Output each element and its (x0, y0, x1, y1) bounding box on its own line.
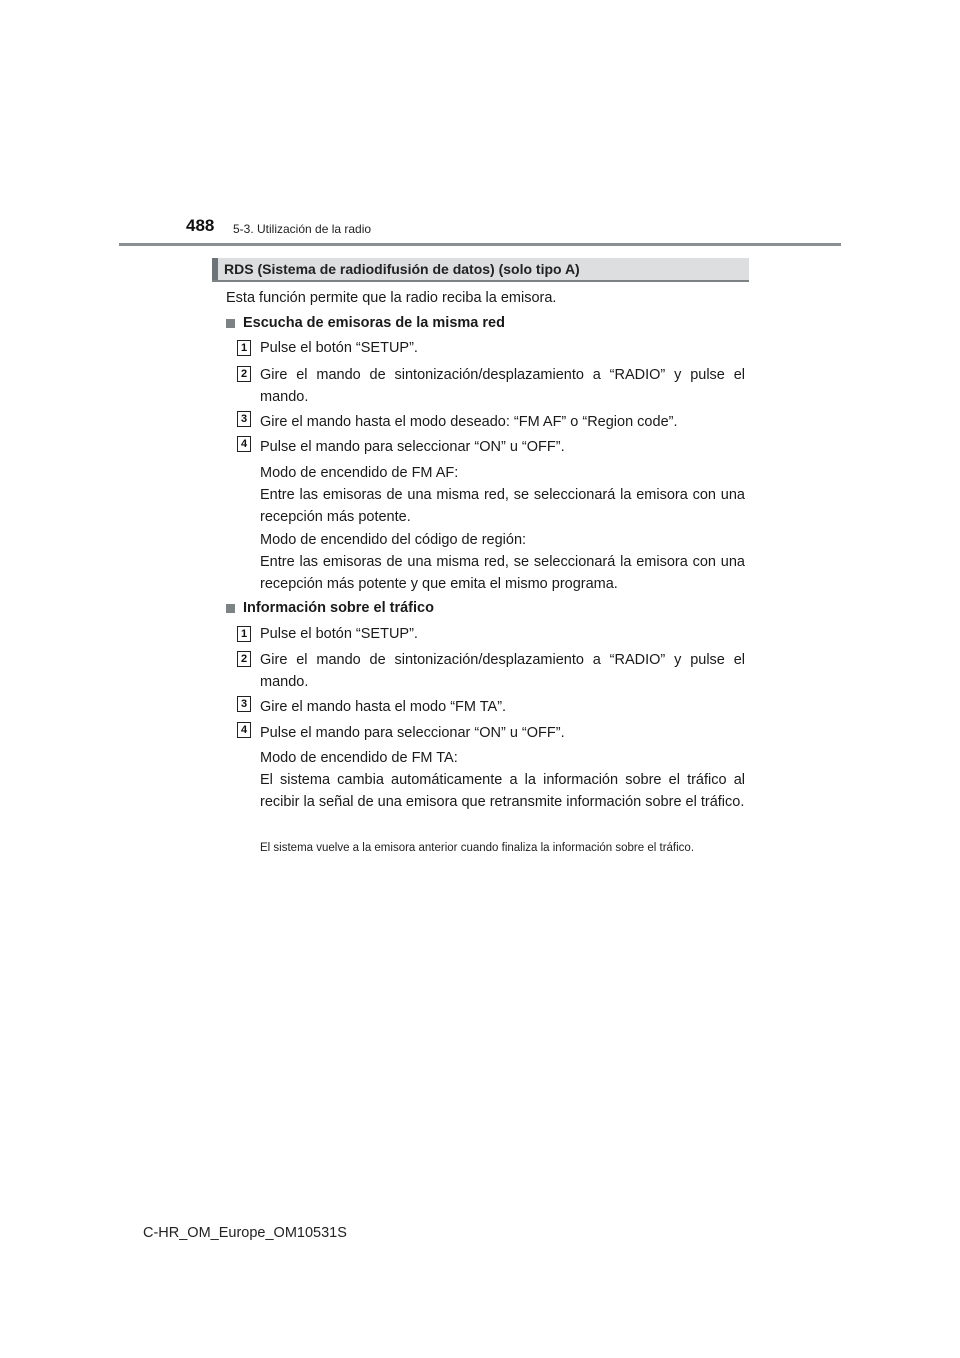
ta-mode-label: Modo de encendido de FM TA: (260, 750, 458, 766)
step-badge: 1 (237, 626, 251, 642)
step-text: Gire el mando hasta el modo deseado: “FM AF” o “Region code”. (260, 414, 678, 430)
region-mode-label: Modo de encendido del código de región: (260, 532, 527, 548)
ta-mode-text: El sistema cambia automáticamente a la información sobre el tráfico al recibir la señal de una emisora que retransmite información sobre el tráfico. (260, 772, 745, 810)
step-badge: 3 (237, 411, 251, 427)
step-text: Gire el mando hasta el modo “FM TA”. (260, 699, 507, 715)
header-rule (119, 243, 841, 246)
page-number: 488 (186, 216, 215, 235)
running-head: 5-3. Utilización de la radio (233, 222, 372, 236)
step-text: Pulse el botón “SETUP”. (260, 340, 418, 356)
step-badge: 4 (237, 722, 251, 738)
step-badge: 2 (237, 651, 251, 667)
traffic-note: El sistema vuelve a la emisora anterior cuando finaliza la información sobre el tráfico. (260, 842, 695, 854)
section-heading-bar (212, 258, 218, 280)
step-badge: 3 (237, 696, 251, 712)
subheading-network-text: Escucha de emisoras de la misma red (243, 315, 505, 331)
section-heading (212, 258, 749, 282)
footer-doc-code: C-HR_OM_Europe_OM10531S (143, 1225, 347, 1241)
af-mode-text: Entre las emisoras de una misma red, se seleccionará la emisora con una recepción más potente. (260, 487, 745, 525)
step-badge: 1 (237, 340, 251, 356)
section-heading-text: RDS (Sistema de radiodifusión de datos) (solo tipo A) (224, 261, 580, 277)
square-bullet-icon (226, 319, 235, 328)
step-text: Gire el mando de sintonización/desplazamiento a “RADIO” y pulse el mando. (260, 652, 745, 690)
step-badge: 4 (237, 436, 251, 452)
subheading-traffic-text: Información sobre el tráfico (243, 600, 434, 616)
intro-text: Esta función permite que la radio reciba la emisora. (226, 290, 557, 306)
step-badge: 2 (237, 366, 251, 382)
step-text: Pulse el mando para seleccionar “ON” u “OFF”. (260, 725, 565, 741)
square-bullet-icon (226, 604, 235, 613)
af-mode-label: Modo de encendido de FM AF: (260, 465, 459, 481)
step-text: Pulse el botón “SETUP”. (260, 626, 418, 642)
region-mode-text: Entre las emisoras de una misma red, se seleccionará la emisora con una recepción más potente y que emita el mismo programa. (260, 554, 745, 592)
subheading-traffic (226, 600, 434, 616)
step-text: Pulse el mando para seleccionar “ON” u “OFF”. (260, 439, 565, 455)
subheading-network (226, 315, 505, 331)
step-text: Gire el mando de sintonización/desplazamiento a “RADIO” y pulse el mando. (260, 367, 745, 405)
